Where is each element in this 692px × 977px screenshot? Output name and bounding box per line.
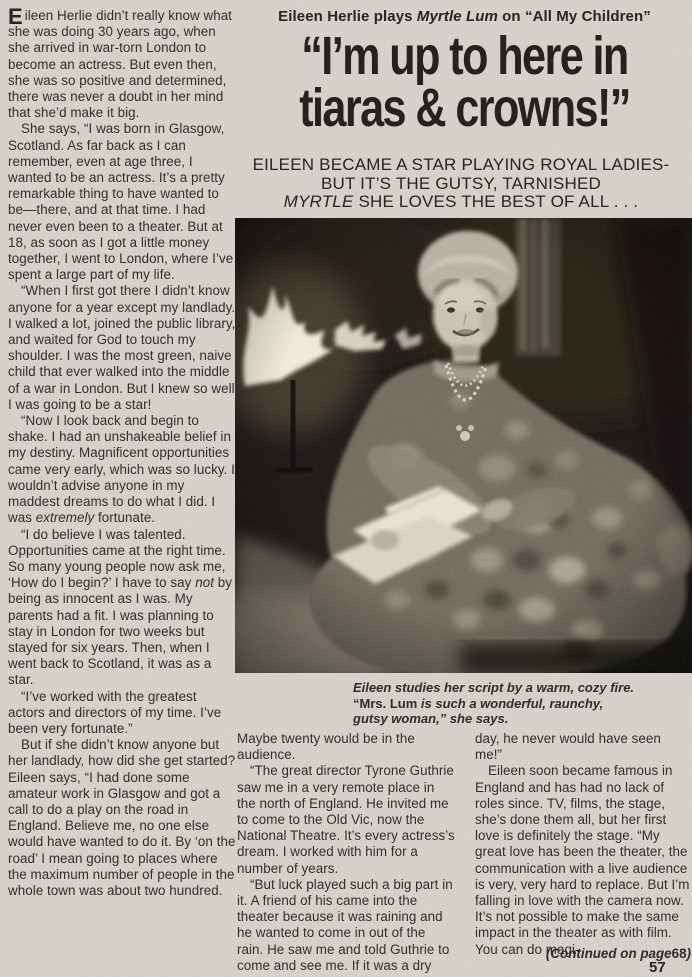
subhead-line2: BUT IT’S THE GUTSY, TARNISHED	[320, 173, 602, 193]
page-number: 57	[649, 959, 666, 976]
text-segment: She says, “I was born in Glasgow, Scotland. As far back as I can remember, even at age three, I wanted to be an actress. It’s a pretty remarkable thing to have wanted to be—there, and at that time. I had never even been to a theater. But at 18, as soon as I got a little money together, I went to London, where I’ve spent a large part of my life.	[8, 121, 234, 283]
text-segment: on “All My Children”	[497, 8, 651, 25]
paragraph	[8, 283, 236, 413]
text-segment: Eileen soon became famous in England and has had no lack of roles since. TV, films, the stage, she’s done them all, but her first love is definitely the stage. “My great love has been the theater, the communication with a live audience is very, very hard to replace. But I’m falling in love with the camera now. It’s not possible to make the same impact in the theater as with film. You can do magi-	[475, 763, 690, 957]
article-column-left	[8, 4, 236, 899]
text-segment: ileen Herlie didn’t really know what she was doing 30 years ago, when she arrived in war-torn London to become an actress. But even then, she was so positive and determined, there was never a doubt in her mind that she’d make it big.	[8, 8, 232, 121]
caption-line	[353, 696, 692, 712]
continued-note	[546, 946, 691, 961]
paragraph	[8, 413, 236, 526]
emphasis-text: MYRTLE	[283, 192, 354, 212]
paragraph	[237, 877, 455, 974]
article-column-middle	[237, 731, 455, 974]
paragraph	[237, 731, 455, 763]
text-segment: Eileen Herlie plays	[278, 8, 417, 25]
subhead	[230, 156, 692, 212]
paragraph	[237, 763, 455, 876]
headline-line2: tiaras & crowns!”	[299, 78, 630, 138]
paragraph	[475, 731, 691, 763]
text-segment: SHE LOVES THE BEST OF ALL . . .	[353, 192, 639, 212]
text-segment: “But luck played such a big part in it. A friend of his came into the theater because it was raining and he wanted to come in out of the rain. He saw me and told Guthrie to come and see me. If it was a dry	[237, 876, 453, 973]
caption-line	[353, 680, 692, 696]
article-column-right	[475, 731, 691, 958]
continued-page-number: 68	[671, 946, 687, 961]
text-segment: day, he never would have seen me!”	[475, 731, 661, 763]
emphasis-text: “Mrs. Lum	[353, 695, 418, 711]
photo-caption	[353, 680, 692, 727]
paragraph	[8, 4, 236, 121]
text-segment: “When I first got there I didn’t know anyone for a year except my landlady. I walked a lot, joined the public library, and waited for God to touch my shoulder. I was the most green, naive child that ever walked into the middle of a war in London. But I knew so well I was going to be a star!	[8, 283, 236, 412]
paragraph	[8, 121, 236, 283]
continued-close: )	[686, 946, 691, 961]
text-segment: “I’ve worked with the greatest actors and directors of my time. I’ve been very fortunate.”	[8, 688, 222, 736]
paragraph	[8, 689, 236, 738]
subhead-line1: EILEEN BECAME A STAR PLAYING ROYAL LADIES-	[252, 155, 670, 174]
emphasis-text: extremely	[35, 510, 95, 526]
headline	[237, 26, 692, 138]
text-segment: “I do believe I was talented. Opportunities came at the right time. So many young people now ask me, ‘How do I begin?’ I have to say	[8, 526, 226, 591]
text-segment: by being as innocent as I was. My parents had a fit. I was planning to stay in London for two weeks but stayed for six years. Then, when I went back to Scotland, it was as a star.	[8, 575, 232, 688]
text-segment: gutsy woman,” she says.	[353, 711, 509, 727]
continued-text: (Continued on page	[545, 946, 672, 961]
paragraph	[8, 737, 236, 899]
drop-cap: E	[8, 4, 23, 29]
paragraph	[8, 527, 236, 689]
text-segment: “The great director Tyrone Guthrie saw me in a very remote place in the north of England. He invited me to come to the Old Vic, now the National Theatre. It’s every actress’s dream. I worked with him for a number of years.	[237, 763, 455, 876]
emphasis-text: Myrtle Lum	[416, 8, 498, 25]
headline-line1: “I’m up to here in	[301, 26, 628, 86]
photo-eileen-by-fireplace	[235, 218, 692, 673]
subhead-line3	[230, 193, 692, 212]
text-segment: “Now I look back and begin to shake. I had an unshakeable belief in my destiny. Magnificent opportunities came very early, which was so lucky. I wouldn’t advise anyone in my maddest dreams to do what I did. I was	[8, 413, 235, 526]
text-segment: Maybe twenty would be in the audience.	[237, 731, 415, 763]
kicker-line	[237, 8, 692, 25]
caption-line	[353, 711, 692, 727]
text-segment: But if she didn’t know anyone but her landlady, how did she get started? Eileen says, “I had done some amateur work in Glasgow and got a call to do a play on the road in England. Believe me, no one else would have wanted to do it. By ‘on the road’ I mean going to places where the maximum number of people in the whole town was about two hundred.	[8, 737, 236, 898]
text-segment: Eileen studies her script by a warm, cozy fire.	[353, 680, 635, 695]
paragraph	[475, 763, 691, 957]
emphasis-text: not	[195, 575, 214, 591]
text-segment: fortunate.	[94, 510, 156, 526]
text-segment: is such a wonderful, raunchy,	[417, 695, 604, 711]
